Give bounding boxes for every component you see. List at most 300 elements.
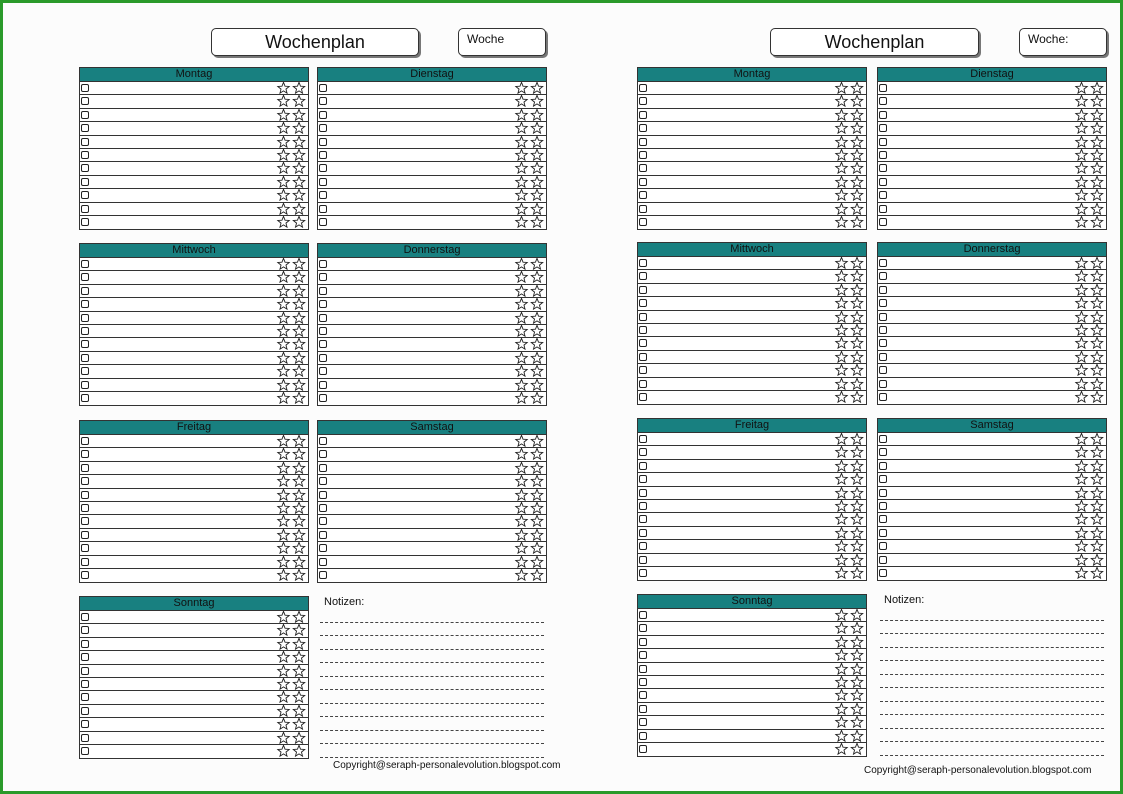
task-row[interactable] (878, 433, 1106, 446)
task-checkbox[interactable] (879, 84, 887, 92)
task-row[interactable] (878, 122, 1106, 135)
task-checkbox[interactable] (81, 287, 89, 295)
star-rating-icon[interactable] (1074, 284, 1105, 296)
star-rating-icon[interactable] (276, 529, 307, 541)
task-row[interactable] (318, 365, 546, 378)
task-row[interactable] (638, 82, 866, 95)
task-row[interactable] (638, 216, 866, 229)
star-rating-icon[interactable] (834, 176, 865, 188)
task-checkbox[interactable] (81, 394, 89, 402)
task-checkbox[interactable] (879, 124, 887, 132)
task-row[interactable] (878, 109, 1106, 122)
star-rating-icon[interactable] (1074, 216, 1105, 228)
task-row[interactable] (638, 649, 866, 662)
star-rating-icon[interactable] (834, 284, 865, 296)
star-rating-icon[interactable] (1074, 351, 1105, 363)
task-row[interactable] (318, 82, 546, 95)
task-checkbox[interactable] (319, 544, 327, 552)
task-row[interactable] (638, 162, 866, 175)
task-row[interactable] (318, 149, 546, 162)
task-checkbox[interactable] (81, 327, 89, 335)
star-rating-icon[interactable] (1074, 95, 1105, 107)
task-checkbox[interactable] (639, 366, 647, 374)
task-checkbox[interactable] (639, 138, 647, 146)
star-rating-icon[interactable] (276, 515, 307, 527)
task-checkbox[interactable] (639, 448, 647, 456)
task-row[interactable] (318, 95, 546, 108)
task-row[interactable] (638, 284, 866, 297)
task-row[interactable] (878, 311, 1106, 324)
star-rating-icon[interactable] (834, 703, 865, 715)
task-row[interactable] (878, 162, 1106, 175)
task-row[interactable] (638, 487, 866, 500)
task-row[interactable] (638, 527, 866, 540)
star-rating-icon[interactable] (514, 285, 545, 297)
star-rating-icon[interactable] (834, 743, 865, 755)
task-row[interactable] (80, 392, 308, 405)
task-checkbox[interactable] (879, 542, 887, 550)
task-checkbox[interactable] (81, 124, 89, 132)
task-checkbox[interactable] (879, 138, 887, 146)
task-row[interactable] (638, 636, 866, 649)
star-rating-icon[interactable] (514, 203, 545, 215)
star-rating-icon[interactable] (834, 540, 865, 552)
star-rating-icon[interactable] (276, 745, 307, 757)
task-checkbox[interactable] (879, 515, 887, 523)
task-checkbox[interactable] (639, 151, 647, 159)
star-rating-icon[interactable] (514, 325, 545, 337)
star-rating-icon[interactable] (1074, 513, 1105, 525)
note-line[interactable] (320, 677, 544, 691)
star-rating-icon[interactable] (276, 705, 307, 717)
task-row[interactable] (638, 513, 866, 526)
task-row[interactable] (638, 391, 866, 404)
task-checkbox[interactable] (879, 475, 887, 483)
task-row[interactable] (318, 502, 546, 515)
star-rating-icon[interactable] (276, 285, 307, 297)
task-row[interactable] (318, 569, 546, 582)
star-rating-icon[interactable] (514, 502, 545, 514)
task-row[interactable] (318, 392, 546, 405)
task-checkbox[interactable] (81, 531, 89, 539)
task-row[interactable] (878, 203, 1106, 216)
star-rating-icon[interactable] (276, 271, 307, 283)
star-rating-icon[interactable] (834, 95, 865, 107)
task-row[interactable] (878, 136, 1106, 149)
task-checkbox[interactable] (639, 678, 647, 686)
task-checkbox[interactable] (639, 462, 647, 470)
task-row[interactable] (318, 258, 546, 271)
task-row[interactable] (80, 691, 308, 704)
task-row[interactable] (318, 203, 546, 216)
task-checkbox[interactable] (639, 393, 647, 401)
star-rating-icon[interactable] (1074, 527, 1105, 539)
task-row[interactable] (878, 378, 1106, 391)
task-row[interactable] (878, 460, 1106, 473)
task-row[interactable] (638, 324, 866, 337)
task-checkbox[interactable] (319, 504, 327, 512)
star-rating-icon[interactable] (276, 258, 307, 270)
note-line[interactable] (880, 621, 1104, 635)
task-checkbox[interactable] (319, 367, 327, 375)
task-checkbox[interactable] (81, 517, 89, 525)
task-row[interactable] (878, 513, 1106, 526)
note-line[interactable] (320, 650, 544, 664)
task-checkbox[interactable] (879, 218, 887, 226)
star-rating-icon[interactable] (834, 337, 865, 349)
task-checkbox[interactable] (639, 611, 647, 619)
star-rating-icon[interactable] (1074, 162, 1105, 174)
star-rating-icon[interactable] (834, 82, 865, 94)
task-checkbox[interactable] (879, 164, 887, 172)
task-row[interactable] (878, 446, 1106, 459)
task-checkbox[interactable] (639, 718, 647, 726)
star-rating-icon[interactable] (276, 95, 307, 107)
star-rating-icon[interactable] (276, 651, 307, 663)
task-checkbox[interactable] (879, 205, 887, 213)
star-rating-icon[interactable] (834, 311, 865, 323)
star-rating-icon[interactable] (1074, 149, 1105, 161)
task-row[interactable] (80, 448, 308, 461)
note-line[interactable] (880, 688, 1104, 702)
task-checkbox[interactable] (879, 435, 887, 443)
task-checkbox[interactable] (81, 613, 89, 621)
task-row[interactable] (80, 312, 308, 325)
star-rating-icon[interactable] (1074, 297, 1105, 309)
task-checkbox[interactable] (81, 218, 89, 226)
task-row[interactable] (638, 622, 866, 635)
task-checkbox[interactable] (639, 191, 647, 199)
star-rating-icon[interactable] (834, 730, 865, 742)
task-row[interactable] (318, 162, 546, 175)
task-row[interactable] (638, 270, 866, 283)
star-rating-icon[interactable] (834, 663, 865, 675)
task-checkbox[interactable] (879, 313, 887, 321)
star-rating-icon[interactable] (276, 448, 307, 460)
star-rating-icon[interactable] (276, 624, 307, 636)
week-field[interactable]: Woche: (1019, 28, 1107, 56)
star-rating-icon[interactable] (514, 271, 545, 283)
task-row[interactable] (80, 82, 308, 95)
task-checkbox[interactable] (879, 489, 887, 497)
star-rating-icon[interactable] (834, 270, 865, 282)
star-rating-icon[interactable] (1074, 82, 1105, 94)
task-checkbox[interactable] (879, 462, 887, 470)
task-row[interactable] (638, 176, 866, 189)
task-row[interactable] (80, 502, 308, 515)
task-row[interactable] (878, 527, 1106, 540)
star-rating-icon[interactable] (1074, 270, 1105, 282)
note-line[interactable] (320, 717, 544, 731)
task-checkbox[interactable] (81, 477, 89, 485)
star-rating-icon[interactable] (834, 136, 865, 148)
star-rating-icon[interactable] (514, 95, 545, 107)
star-rating-icon[interactable] (1074, 189, 1105, 201)
task-row[interactable] (80, 435, 308, 448)
task-checkbox[interactable] (81, 504, 89, 512)
task-checkbox[interactable] (81, 437, 89, 445)
task-row[interactable] (80, 379, 308, 392)
task-checkbox[interactable] (639, 489, 647, 497)
task-checkbox[interactable] (319, 327, 327, 335)
task-row[interactable] (318, 542, 546, 555)
star-rating-icon[interactable] (1074, 378, 1105, 390)
task-checkbox[interactable] (319, 138, 327, 146)
star-rating-icon[interactable] (834, 378, 865, 390)
task-checkbox[interactable] (639, 651, 647, 659)
task-row[interactable] (638, 730, 866, 743)
notes-area[interactable] (880, 593, 1104, 756)
task-checkbox[interactable] (81, 734, 89, 742)
task-row[interactable] (80, 258, 308, 271)
task-row[interactable] (638, 554, 866, 567)
star-rating-icon[interactable] (834, 513, 865, 525)
task-checkbox[interactable] (81, 464, 89, 472)
task-row[interactable] (80, 651, 308, 664)
star-rating-icon[interactable] (514, 176, 545, 188)
star-rating-icon[interactable] (1074, 324, 1105, 336)
star-rating-icon[interactable] (276, 638, 307, 650)
star-rating-icon[interactable] (276, 556, 307, 568)
task-checkbox[interactable] (879, 299, 887, 307)
notes-area[interactable] (320, 595, 544, 758)
task-checkbox[interactable] (879, 502, 887, 510)
task-row[interactable] (638, 460, 866, 473)
star-rating-icon[interactable] (514, 352, 545, 364)
task-row[interactable] (318, 271, 546, 284)
note-line[interactable] (320, 609, 544, 623)
star-rating-icon[interactable] (834, 473, 865, 485)
task-checkbox[interactable] (81, 97, 89, 105)
task-row[interactable] (318, 176, 546, 189)
task-checkbox[interactable] (319, 571, 327, 579)
task-checkbox[interactable] (81, 571, 89, 579)
task-checkbox[interactable] (639, 326, 647, 334)
task-row[interactable] (638, 257, 866, 270)
task-checkbox[interactable] (879, 448, 887, 456)
task-row[interactable] (878, 189, 1106, 202)
task-row[interactable] (638, 676, 866, 689)
task-checkbox[interactable] (81, 367, 89, 375)
task-row[interactable] (638, 609, 866, 622)
task-checkbox[interactable] (639, 665, 647, 673)
note-line[interactable] (880, 729, 1104, 743)
task-row[interactable] (878, 364, 1106, 377)
star-rating-icon[interactable] (514, 569, 545, 581)
task-row[interactable] (638, 567, 866, 580)
task-checkbox[interactable] (81, 260, 89, 268)
task-checkbox[interactable] (319, 260, 327, 268)
note-line[interactable] (880, 634, 1104, 648)
star-rating-icon[interactable] (1074, 500, 1105, 512)
star-rating-icon[interactable] (514, 122, 545, 134)
star-rating-icon[interactable] (276, 611, 307, 623)
star-rating-icon[interactable] (1074, 487, 1105, 499)
task-checkbox[interactable] (319, 151, 327, 159)
star-rating-icon[interactable] (276, 109, 307, 121)
task-checkbox[interactable] (319, 205, 327, 213)
task-row[interactable] (80, 462, 308, 475)
task-checkbox[interactable] (319, 394, 327, 402)
task-checkbox[interactable] (639, 84, 647, 92)
note-line[interactable] (880, 661, 1104, 675)
star-rating-icon[interactable] (276, 162, 307, 174)
star-rating-icon[interactable] (514, 109, 545, 121)
star-rating-icon[interactable] (1074, 364, 1105, 376)
note-line[interactable] (880, 607, 1104, 621)
star-rating-icon[interactable] (514, 312, 545, 324)
star-rating-icon[interactable] (514, 542, 545, 554)
task-row[interactable] (80, 122, 308, 135)
task-checkbox[interactable] (81, 693, 89, 701)
task-checkbox[interactable] (319, 437, 327, 445)
task-row[interactable] (638, 351, 866, 364)
task-checkbox[interactable] (81, 354, 89, 362)
task-checkbox[interactable] (81, 680, 89, 688)
task-row[interactable] (638, 743, 866, 756)
star-rating-icon[interactable] (514, 136, 545, 148)
task-row[interactable] (878, 176, 1106, 189)
task-checkbox[interactable] (639, 178, 647, 186)
task-checkbox[interactable] (639, 124, 647, 132)
star-rating-icon[interactable] (1074, 460, 1105, 472)
task-row[interactable] (80, 556, 308, 569)
task-row[interactable] (878, 500, 1106, 513)
star-rating-icon[interactable] (514, 338, 545, 350)
star-rating-icon[interactable] (1074, 540, 1105, 552)
note-line[interactable] (320, 623, 544, 637)
note-line[interactable] (320, 636, 544, 650)
task-checkbox[interactable] (81, 205, 89, 213)
task-checkbox[interactable] (639, 745, 647, 753)
task-checkbox[interactable] (319, 178, 327, 186)
task-row[interactable] (318, 515, 546, 528)
star-rating-icon[interactable] (514, 435, 545, 447)
task-checkbox[interactable] (639, 299, 647, 307)
star-rating-icon[interactable] (1074, 203, 1105, 215)
star-rating-icon[interactable] (276, 149, 307, 161)
note-line[interactable] (880, 675, 1104, 689)
task-checkbox[interactable] (319, 531, 327, 539)
task-checkbox[interactable] (639, 502, 647, 510)
task-row[interactable] (638, 540, 866, 553)
star-rating-icon[interactable] (834, 257, 865, 269)
task-checkbox[interactable] (639, 259, 647, 267)
task-checkbox[interactable] (81, 314, 89, 322)
star-rating-icon[interactable] (276, 136, 307, 148)
star-rating-icon[interactable] (514, 216, 545, 228)
star-rating-icon[interactable] (276, 678, 307, 690)
star-rating-icon[interactable] (1074, 257, 1105, 269)
task-checkbox[interactable] (81, 640, 89, 648)
task-row[interactable] (878, 351, 1106, 364)
star-rating-icon[interactable] (276, 122, 307, 134)
star-rating-icon[interactable] (1074, 176, 1105, 188)
task-checkbox[interactable] (81, 273, 89, 281)
task-checkbox[interactable] (639, 638, 647, 646)
star-rating-icon[interactable] (276, 691, 307, 703)
star-rating-icon[interactable] (1074, 446, 1105, 458)
task-row[interactable] (638, 311, 866, 324)
task-row[interactable] (80, 624, 308, 637)
task-row[interactable] (80, 136, 308, 149)
task-row[interactable] (318, 556, 546, 569)
task-checkbox[interactable] (639, 272, 647, 280)
task-checkbox[interactable] (81, 191, 89, 199)
task-row[interactable] (878, 391, 1106, 404)
task-checkbox[interactable] (81, 653, 89, 661)
task-row[interactable] (638, 364, 866, 377)
star-rating-icon[interactable] (834, 500, 865, 512)
task-checkbox[interactable] (81, 300, 89, 308)
task-checkbox[interactable] (639, 705, 647, 713)
star-rating-icon[interactable] (514, 298, 545, 310)
star-rating-icon[interactable] (276, 216, 307, 228)
task-checkbox[interactable] (639, 569, 647, 577)
task-checkbox[interactable] (879, 380, 887, 388)
task-row[interactable] (638, 689, 866, 702)
task-checkbox[interactable] (879, 151, 887, 159)
task-row[interactable] (318, 489, 546, 502)
task-row[interactable] (80, 176, 308, 189)
task-checkbox[interactable] (879, 353, 887, 361)
task-row[interactable] (80, 365, 308, 378)
task-row[interactable] (638, 297, 866, 310)
star-rating-icon[interactable] (1074, 337, 1105, 349)
task-checkbox[interactable] (319, 124, 327, 132)
task-checkbox[interactable] (879, 529, 887, 537)
star-rating-icon[interactable] (276, 502, 307, 514)
task-checkbox[interactable] (639, 691, 647, 699)
star-rating-icon[interactable] (276, 542, 307, 554)
task-row[interactable] (638, 663, 866, 676)
task-checkbox[interactable] (319, 97, 327, 105)
star-rating-icon[interactable] (276, 82, 307, 94)
star-rating-icon[interactable] (276, 392, 307, 404)
note-line[interactable] (320, 663, 544, 677)
task-checkbox[interactable] (319, 273, 327, 281)
star-rating-icon[interactable] (514, 475, 545, 487)
task-checkbox[interactable] (879, 339, 887, 347)
task-row[interactable] (80, 216, 308, 229)
note-line[interactable] (320, 744, 544, 758)
star-rating-icon[interactable] (834, 636, 865, 648)
task-row[interactable] (878, 324, 1106, 337)
task-checkbox[interactable] (879, 259, 887, 267)
task-checkbox[interactable] (319, 340, 327, 348)
task-row[interactable] (638, 95, 866, 108)
task-checkbox[interactable] (319, 464, 327, 472)
note-line[interactable] (320, 690, 544, 704)
task-checkbox[interactable] (81, 544, 89, 552)
task-row[interactable] (80, 489, 308, 502)
star-rating-icon[interactable] (834, 216, 865, 228)
star-rating-icon[interactable] (514, 529, 545, 541)
task-row[interactable] (638, 473, 866, 486)
star-rating-icon[interactable] (834, 189, 865, 201)
task-row[interactable] (638, 378, 866, 391)
star-rating-icon[interactable] (514, 462, 545, 474)
task-row[interactable] (80, 149, 308, 162)
star-rating-icon[interactable] (834, 487, 865, 499)
star-rating-icon[interactable] (834, 460, 865, 472)
task-row[interactable] (80, 732, 308, 745)
task-checkbox[interactable] (639, 732, 647, 740)
task-row[interactable] (638, 136, 866, 149)
star-rating-icon[interactable] (276, 312, 307, 324)
task-row[interactable] (80, 298, 308, 311)
star-rating-icon[interactable] (514, 392, 545, 404)
